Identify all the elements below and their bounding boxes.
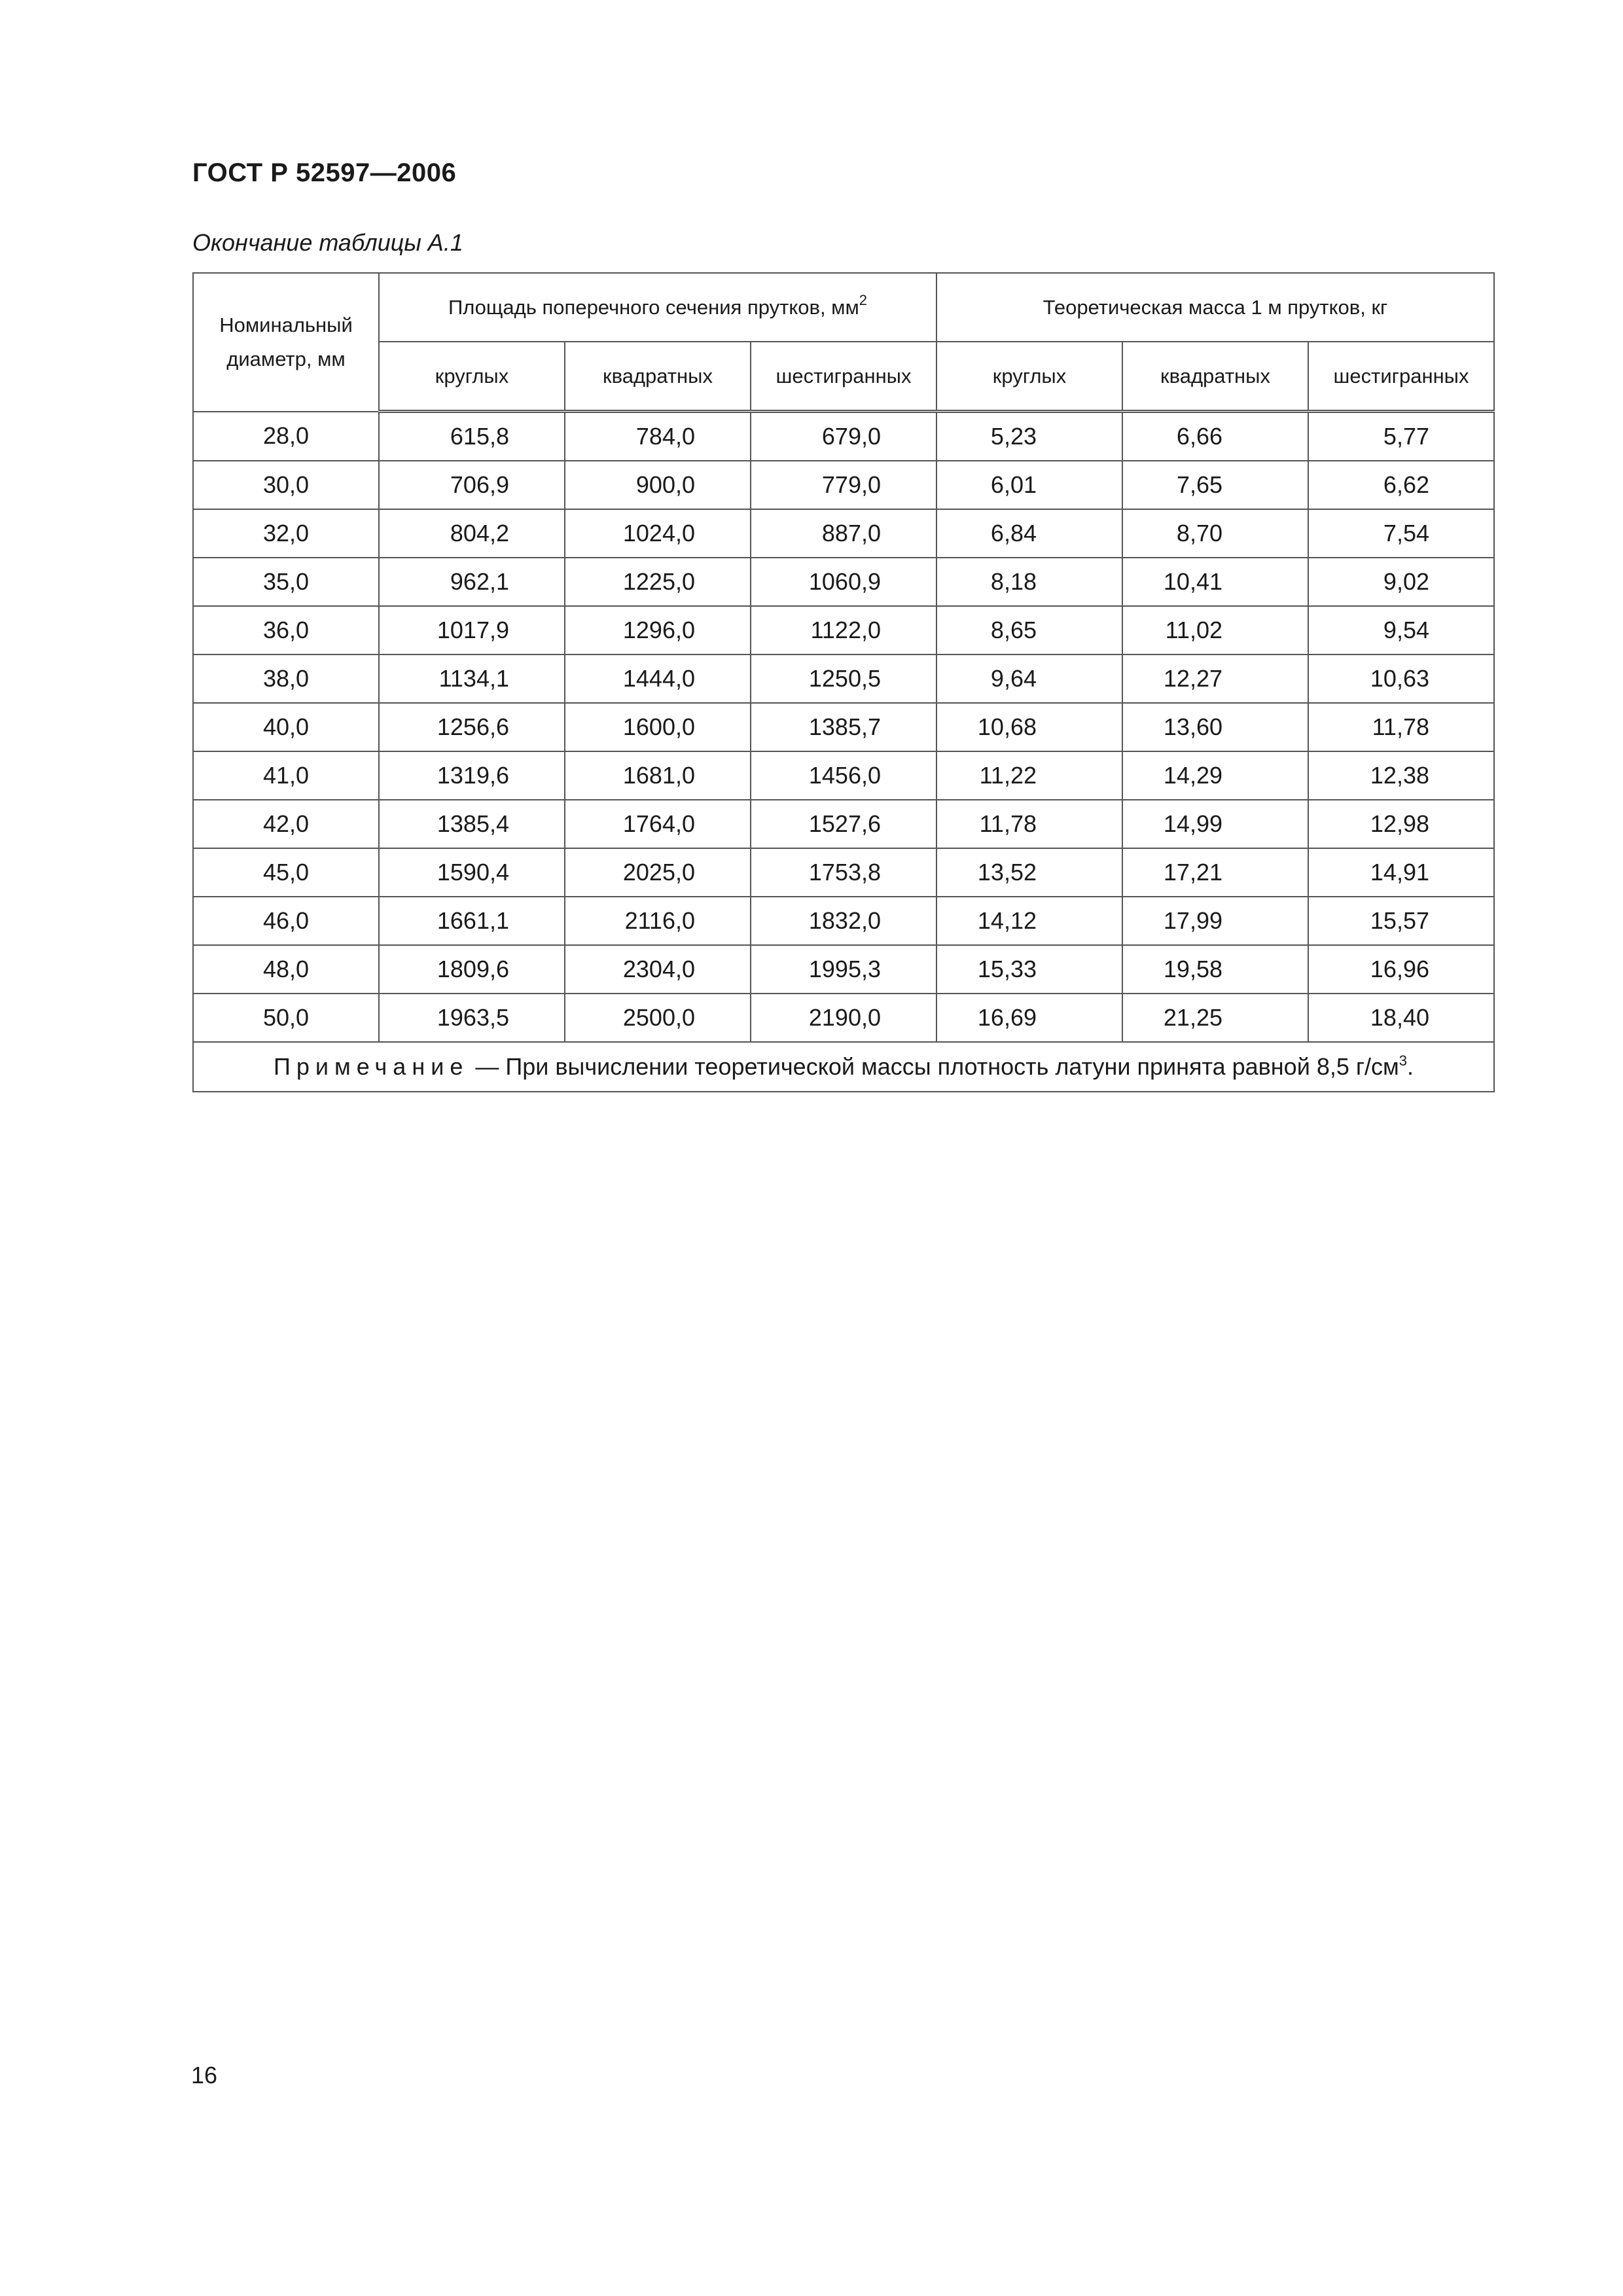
area-round-cell: 1017,9 xyxy=(379,606,565,655)
area-round-cell: 1134,1 xyxy=(379,655,565,703)
diameter-cell: 45,0 xyxy=(193,848,379,897)
area-square-header: квадратных xyxy=(565,342,751,412)
mass-square-cell: 17,21 xyxy=(1122,848,1308,897)
diameter-cell: 30,0 xyxy=(193,461,379,509)
mass-hex-cell: 18,40 xyxy=(1308,994,1494,1042)
area-square-cell: 1764,0 xyxy=(565,800,751,848)
area-square-cell: 900,0 xyxy=(565,461,751,509)
area-round-cell: 706,9 xyxy=(379,461,565,509)
table-row xyxy=(193,751,1494,800)
mass-square-cell: 6,66 xyxy=(1122,412,1308,461)
note-superscript: 3 xyxy=(1399,1052,1407,1069)
table-row xyxy=(193,897,1494,945)
mass-square-cell: 12,27 xyxy=(1122,655,1308,703)
table-row xyxy=(193,994,1494,1042)
diameter-cell: 48,0 xyxy=(193,945,379,994)
area-round-cell: 1319,6 xyxy=(379,751,565,800)
note-end: . xyxy=(1407,1053,1414,1080)
mass-round-cell: 5,23 xyxy=(936,412,1122,461)
diameter-cell: 50,0 xyxy=(193,994,379,1042)
mass-hex-cell: 12,98 xyxy=(1308,800,1494,848)
diameter-cell: 40,0 xyxy=(193,703,379,751)
mass-hex-cell: 11,78 xyxy=(1308,703,1494,751)
area-square-cell: 1600,0 xyxy=(565,703,751,751)
table-row xyxy=(193,606,1494,655)
mass-round-cell: 13,52 xyxy=(936,848,1122,897)
table-row xyxy=(193,703,1494,751)
area-square-cell: 1225,0 xyxy=(565,558,751,606)
diameter-column-header: Номинальный диаметр, мм xyxy=(193,273,379,412)
mass-square-cell: 8,70 xyxy=(1122,509,1308,558)
mass-hex-cell: 5,77 xyxy=(1308,412,1494,461)
area-square-cell: 2304,0 xyxy=(565,945,751,994)
mass-round-cell: 11,22 xyxy=(936,751,1122,800)
diameter-cell: 35,0 xyxy=(193,558,379,606)
table-body xyxy=(193,412,1494,1043)
mass-round-cell: 6,01 xyxy=(936,461,1122,509)
note-label: Примечание xyxy=(273,1053,469,1080)
mass-hex-cell: 6,62 xyxy=(1308,461,1494,509)
data-table xyxy=(192,272,1495,1092)
area-hex-cell: 1753,8 xyxy=(751,848,936,897)
diameter-cell: 38,0 xyxy=(193,655,379,703)
mass-hex-header: шестигранных xyxy=(1308,342,1494,412)
mass-round-cell: 8,18 xyxy=(936,558,1122,606)
mass-hex-cell: 9,02 xyxy=(1308,558,1494,606)
area-group-header xyxy=(379,273,936,342)
area-square-cell: 1296,0 xyxy=(565,606,751,655)
mass-square-cell: 10,41 xyxy=(1122,558,1308,606)
note-text: — При вычислении теоретической массы плотность латуни принята равной 8,5 г/см xyxy=(469,1053,1399,1080)
area-square-cell: 784,0 xyxy=(565,412,751,461)
table-row xyxy=(193,945,1494,994)
mass-round-cell: 15,33 xyxy=(936,945,1122,994)
area-round-cell: 615,8 xyxy=(379,412,565,461)
diameter-cell: 46,0 xyxy=(193,897,379,945)
mass-round-cell: 14,12 xyxy=(936,897,1122,945)
table-note-row xyxy=(193,1042,1494,1092)
document-header: ГОСТ Р 52597—2006 xyxy=(192,158,457,187)
area-square-cell: 1444,0 xyxy=(565,655,751,703)
area-hex-cell: 1456,0 xyxy=(751,751,936,800)
area-round-cell: 804,2 xyxy=(379,509,565,558)
mass-square-cell: 13,60 xyxy=(1122,703,1308,751)
area-square-cell: 1024,0 xyxy=(565,509,751,558)
area-hex-cell: 779,0 xyxy=(751,461,936,509)
area-round-cell: 1256,6 xyxy=(379,703,565,751)
area-hex-cell: 1122,0 xyxy=(751,606,936,655)
mass-square-header: квадратных xyxy=(1122,342,1308,412)
area-round-cell: 1809,6 xyxy=(379,945,565,994)
table-row xyxy=(193,558,1494,606)
area-square-cell: 2500,0 xyxy=(565,994,751,1042)
area-square-cell: 2116,0 xyxy=(565,897,751,945)
mass-hex-cell: 9,54 xyxy=(1308,606,1494,655)
area-square-cell: 1681,0 xyxy=(565,751,751,800)
mass-square-cell: 14,99 xyxy=(1122,800,1308,848)
area-square-cell: 2025,0 xyxy=(565,848,751,897)
mass-round-cell: 6,84 xyxy=(936,509,1122,558)
mass-round-cell: 9,64 xyxy=(936,655,1122,703)
mass-round-header: круглых xyxy=(936,342,1122,412)
mass-square-cell: 7,65 xyxy=(1122,461,1308,509)
area-hex-cell: 2190,0 xyxy=(751,994,936,1042)
table-row xyxy=(193,461,1494,509)
area-round-cell: 962,1 xyxy=(379,558,565,606)
mass-square-cell: 17,99 xyxy=(1122,897,1308,945)
area-hex-cell: 1385,7 xyxy=(751,703,936,751)
area-round-header: круглых xyxy=(379,342,565,412)
mass-square-cell: 19,58 xyxy=(1122,945,1308,994)
area-round-cell: 1590,4 xyxy=(379,848,565,897)
table-caption: Окончание таблицы А.1 xyxy=(192,229,463,256)
area-group-label: Площадь поперечного сечения прутков, мм xyxy=(448,295,859,319)
mass-square-cell: 11,02 xyxy=(1122,606,1308,655)
area-hex-cell: 679,0 xyxy=(751,412,936,461)
area-unit-superscript: 2 xyxy=(859,291,868,308)
diameter-cell: 32,0 xyxy=(193,509,379,558)
mass-square-cell: 21,25 xyxy=(1122,994,1308,1042)
area-hex-cell: 887,0 xyxy=(751,509,936,558)
diameter-cell: 41,0 xyxy=(193,751,379,800)
mass-square-cell: 14,29 xyxy=(1122,751,1308,800)
area-hex-cell: 1250,5 xyxy=(751,655,936,703)
mass-round-cell: 8,65 xyxy=(936,606,1122,655)
mass-hex-cell: 12,38 xyxy=(1308,751,1494,800)
diameter-cell: 28,0 xyxy=(193,412,379,461)
table-row xyxy=(193,655,1494,703)
table-row xyxy=(193,800,1494,848)
table-header xyxy=(193,273,1494,412)
mass-hex-cell: 10,63 xyxy=(1308,655,1494,703)
mass-round-cell: 10,68 xyxy=(936,703,1122,751)
mass-hex-cell: 15,57 xyxy=(1308,897,1494,945)
table-row xyxy=(193,412,1494,461)
area-round-cell: 1963,5 xyxy=(379,994,565,1042)
area-hex-cell: 1060,9 xyxy=(751,558,936,606)
mass-round-cell: 11,78 xyxy=(936,800,1122,848)
table-row xyxy=(193,509,1494,558)
mass-round-cell: 16,69 xyxy=(936,994,1122,1042)
area-hex-cell: 1832,0 xyxy=(751,897,936,945)
area-round-cell: 1385,4 xyxy=(379,800,565,848)
table-note xyxy=(193,1042,1494,1092)
page-number: 16 xyxy=(191,2062,218,2089)
area-hex-cell: 1527,6 xyxy=(751,800,936,848)
area-hex-header: шестигранных xyxy=(751,342,936,412)
area-round-cell: 1661,1 xyxy=(379,897,565,945)
diameter-cell: 36,0 xyxy=(193,606,379,655)
table-row xyxy=(193,848,1494,897)
mass-hex-cell: 7,54 xyxy=(1308,509,1494,558)
mass-hex-cell: 14,91 xyxy=(1308,848,1494,897)
mass-hex-cell: 16,96 xyxy=(1308,945,1494,994)
mass-group-header: Теоретическая масса 1 м прутков, кг xyxy=(936,273,1494,342)
area-hex-cell: 1995,3 xyxy=(751,945,936,994)
diameter-cell: 42,0 xyxy=(193,800,379,848)
